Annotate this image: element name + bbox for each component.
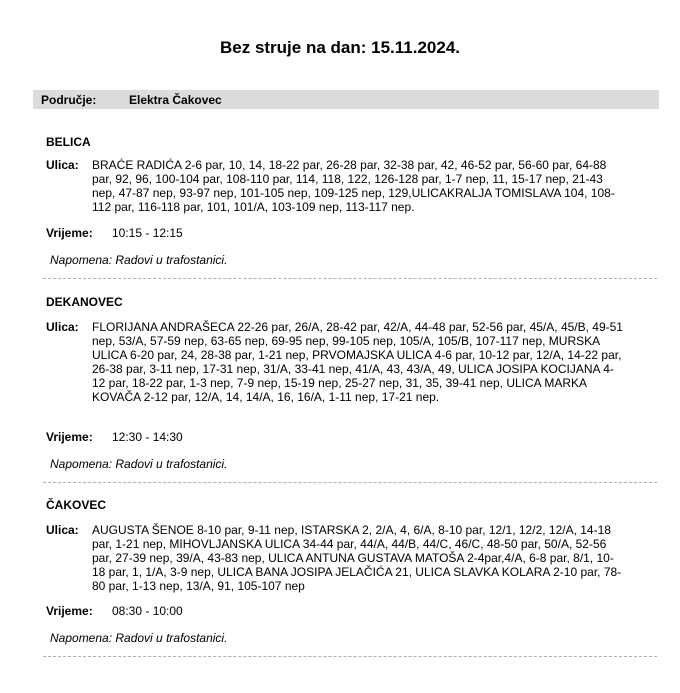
time-label: Vrijeme:: [46, 226, 93, 240]
outage-section-cakovec: [33, 498, 659, 663]
area-bar: [33, 90, 659, 109]
time-value: 10:15 - 12:15: [112, 226, 183, 240]
time-value: 12:30 - 14:30: [112, 430, 183, 444]
time-value: 08:30 - 10:00: [112, 604, 183, 618]
location-name: BELICA: [46, 135, 91, 149]
street-label: Ulica:: [46, 523, 79, 537]
street-label: Ulica:: [46, 320, 79, 334]
street-list: BRAĆE RADIĆA 2-6 par, 10, 14, 18-22 par, 26-28 par, 32-38 par, 42, 46-52 par, 56-60 par, 64-88 par, 92, 96, 100-104 par, 108-110 par, 114, 118, 122, 126-128 par, 1-7 nep, 11, 15-17 nep, 21-43 nep, 47-87 nep, 93-97 nep, 101-105 nep, 109-125 nep, 129,ULICAKRALJA TOMISLAVA 104, 108-112 par, 116-118 par, 101, 101/A, 103-109 nep, 113-117 nep.: [92, 158, 615, 214]
street-label: Ulica:: [46, 158, 79, 172]
time-label: Vrijeme:: [46, 604, 93, 618]
location-name: DEKANOVEC: [46, 295, 123, 309]
location-name: ČAKOVEC: [46, 498, 107, 512]
area-label: Područje:: [41, 93, 97, 107]
area-value: Elektra Čakovec: [129, 93, 222, 107]
note-text: Napomena: Radovi u trafostanici.: [50, 457, 228, 471]
section-divider: [43, 656, 657, 657]
outage-section-dekanovec: [33, 295, 659, 490]
page-title: Bez struje na dan: 15.11.2024.: [219, 38, 460, 57]
section-divider: [43, 278, 657, 279]
time-label: Vrijeme:: [46, 430, 93, 444]
street-list: FLORIJANA ANDRAŠECA 22-26 par, 26/A, 28-42 par, 42/A, 44-48 par, 52-56 par, 45/A, 45/B, 49-51 nep, 53/A, 57-59 nep, 63-65 nep, 69-95 nep, 99-105 nep, 105/A, 105/B, 107-117 nep, MURSKA ULICA 6-20 par, 24, 28-38 par, 1-21 nep, PRVOMAJSKA ULICA 4-6 par, 10-12 par, 12/A, 14-22 par, 26-38 par, 3-11 nep, 17-31 nep, 31/A, 33-41 nep, 41/A, 43, 43/A, 49, ULICA JOSIPA KOCIJANA 4-12 par, 18-22 par, 1-3 nep, 7-9 nep, 15-19 nep, 25-27 nep, 31, 35, 39-41 nep, ULICA MARKA KOVAČA 2-12 par, 12/A, 14, 14/A, 16, 16/A, 1-11 nep, 17-21 nep.: [92, 320, 623, 404]
section-divider: [43, 482, 657, 483]
note-text: Napomena: Radovi u trafostanici.: [50, 631, 228, 645]
street-list: AUGUSTA ŠENOE 8-10 par, 9-11 nep, ISTARSKA 2, 2/A, 4, 6/A, 8-10 par, 12/1, 12/2, 12/A, 14-18 par, 1-21 nep, MIHOVLJANSKA ULICA 34-44 par, 44/A, 44/B, 44/C, 46/C, 48-50 par, 50/A, 52-56 par, 27-39 nep, 39/A, 43-83 nep, ULICA ANTUNA GUSTAVA MATOŠA 2-4par,4/A, 6-8 par, 8/1, 10-18 par, 1, 1/A, 3-9 nep, ULICA BANA JOSIPA JELAČIĆA 21, ULICA SLAVKA KOLARA 2-10 par, 78-80 par, 1-13 nep, 13/A, 91, 105-107 nep: [92, 523, 622, 593]
note-text: Napomena: Radovi u trafostanici.: [50, 253, 228, 267]
outage-section-belica: [33, 135, 659, 285]
